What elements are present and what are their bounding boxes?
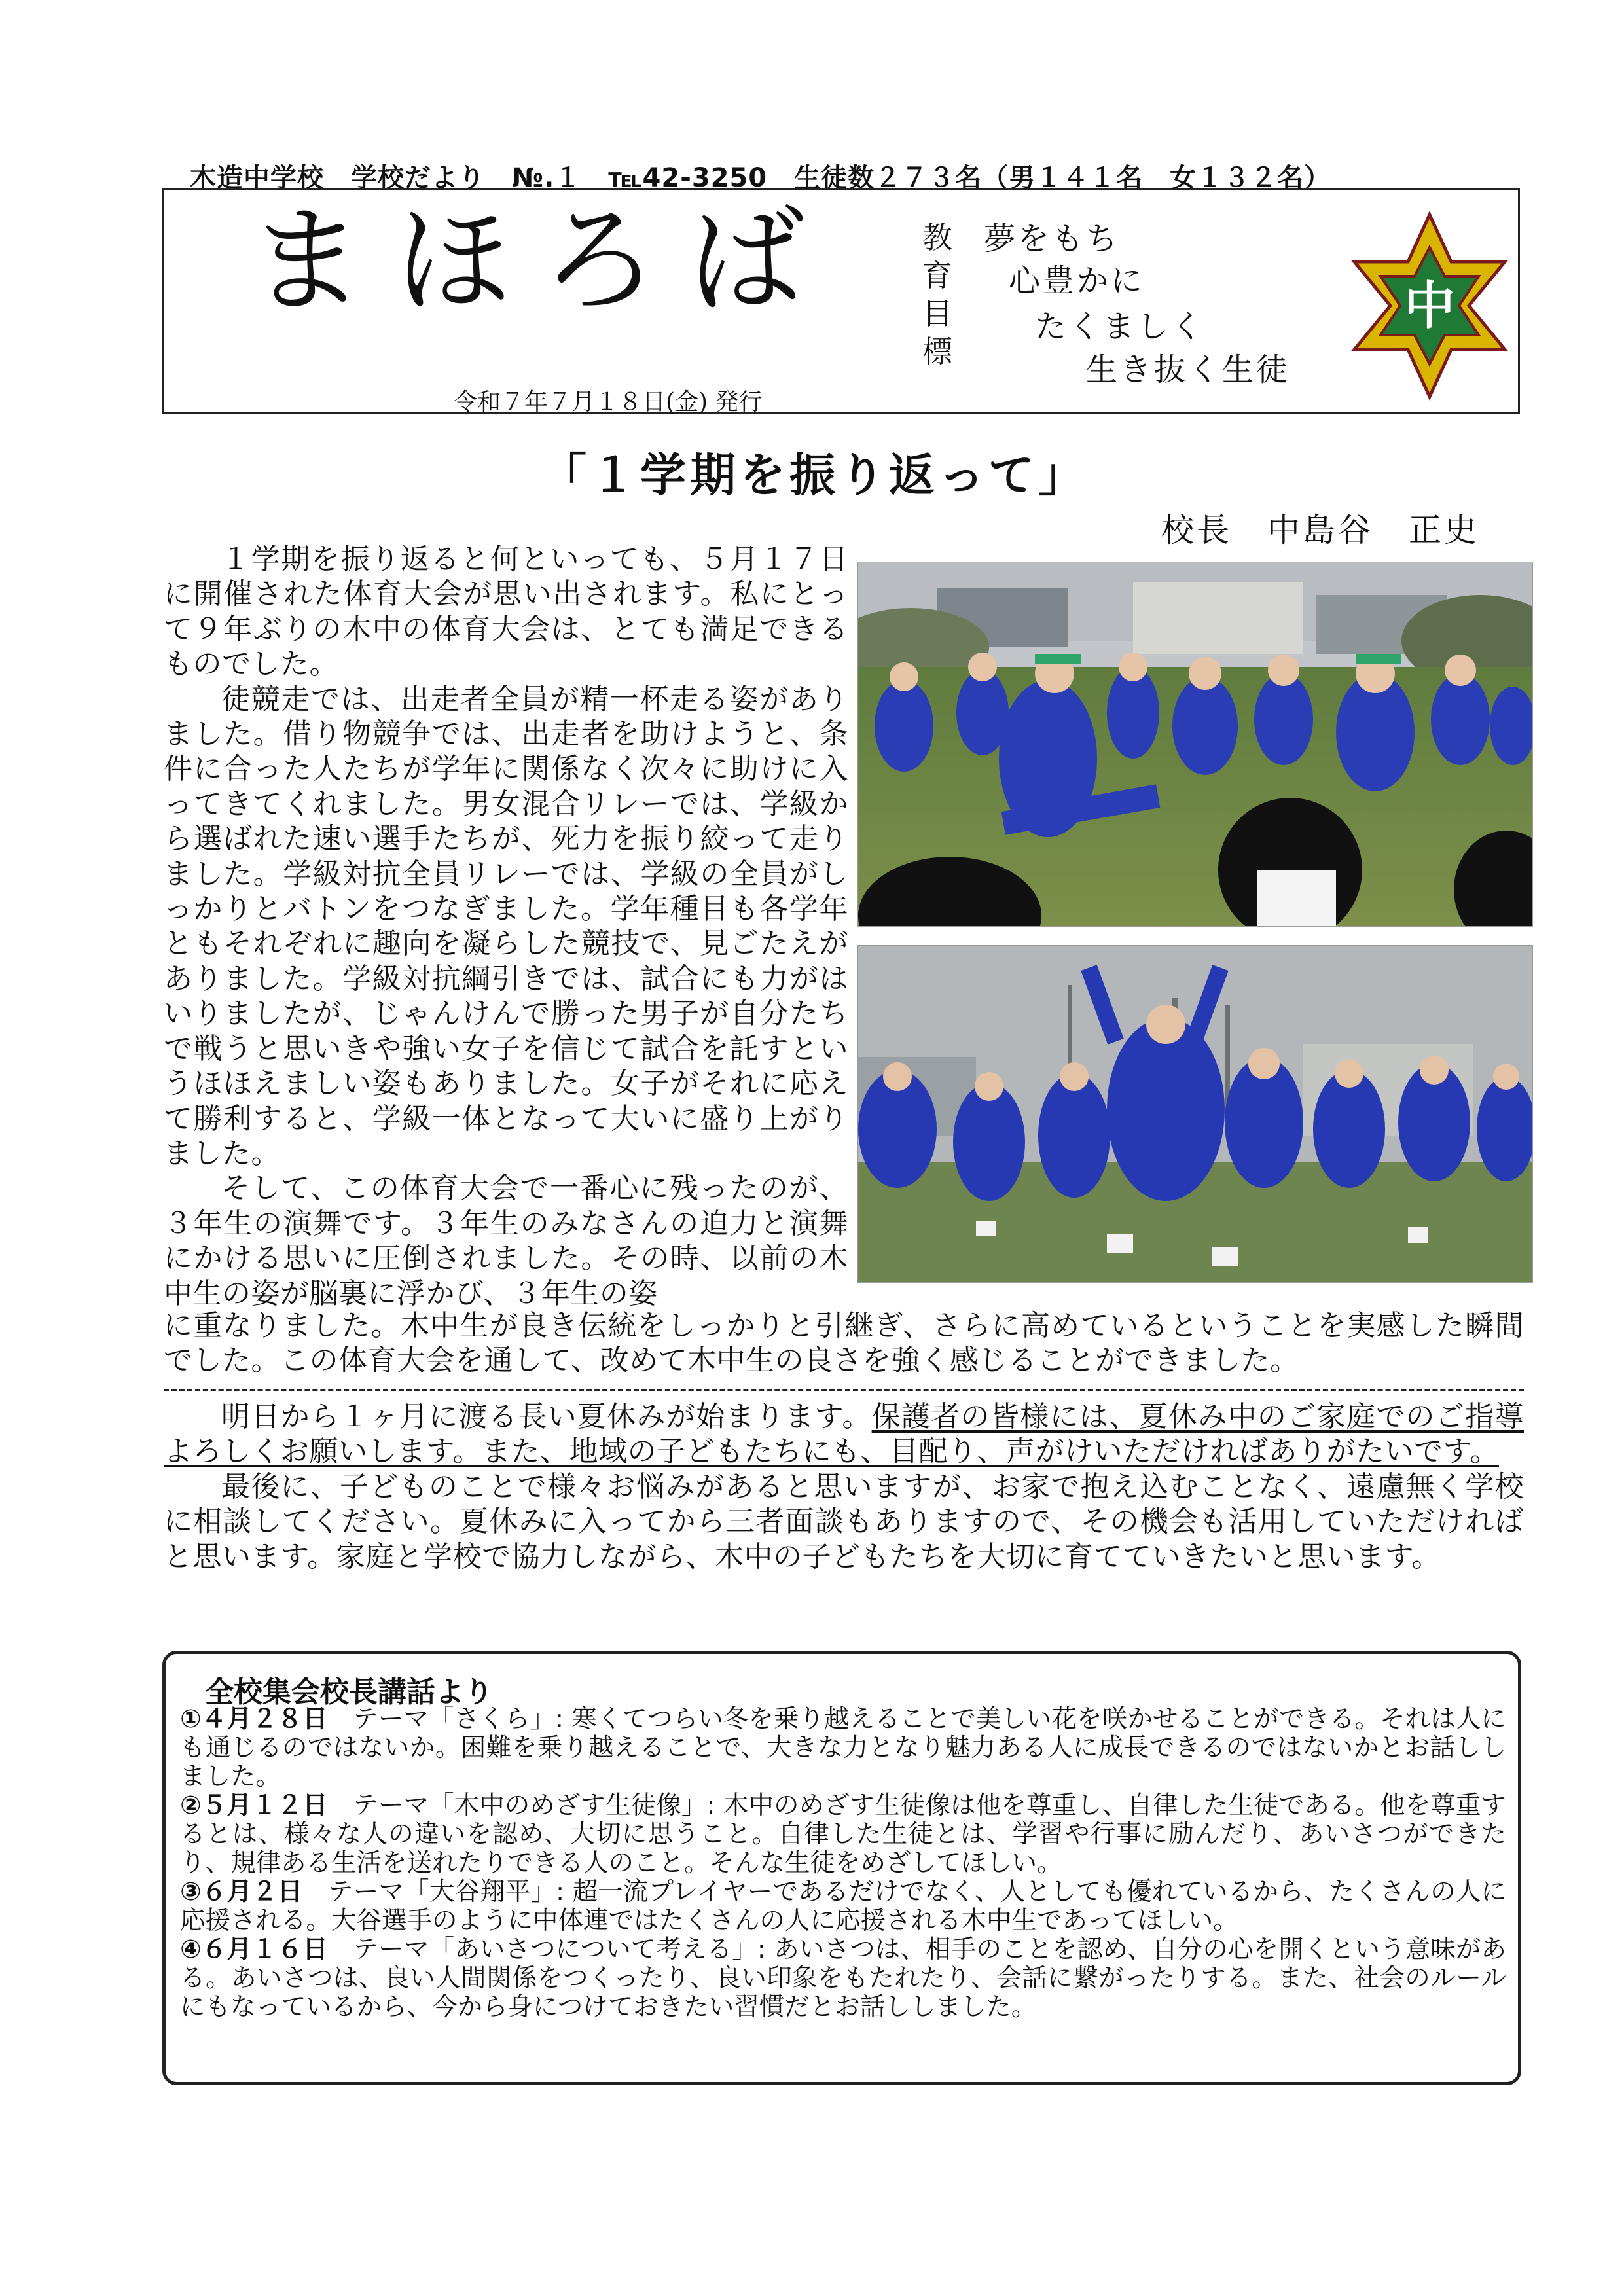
issue-date: 令和７年７月１８日(金) 発行	[454, 389, 763, 416]
speech-item-1	[180, 1705, 1506, 1791]
article-heading: 「１学期を振り返って」	[541, 448, 1088, 502]
speech-item-3	[180, 1878, 1506, 1935]
emblem-character: 中	[1403, 277, 1456, 336]
speech-item-text: テーマ「大谷翔平」: 超一流プレイヤーであるだけでなく、人としても優れているから、たくさんの人に応援される。大谷選手のように中体連ではたくさんの人に応援される木中生であってほしい。	[180, 1877, 1506, 1935]
education-goal-label: 教育目標	[922, 220, 952, 369]
speech-item-text: テーマ「さくら」: 寒くてつらい冬を乗り越えることで美しい花を咲かせることができる。それは人にも通じるのではないか。困難を乗り越えることで、大きな力となり魅力ある人に成長できるのではないかとお話ししました。	[180, 1704, 1506, 1791]
article-paragraph-1: １学期を振り返ると何といっても、５月１７日に開催された体育大会が思い出されます。私にとって９年ぶりの木中の体育大会は、とても満足できるものでした。	[164, 543, 848, 681]
summer-paragraph	[164, 1399, 1524, 1469]
closing-paragraph: 最後に、子どものことで様々お悩みがあると思いますが、お家で抱え込むことなく、遠慮無く学校に相談してください。夏休みに入ってから三者面談もありますので、その機会も活用していただければと思います。家庭と学校で協力しながら、木中の子どもたちを大切に育てていきたいと思います。	[164, 1469, 1524, 1573]
dashed-divider	[164, 1389, 1524, 1391]
summer-request-underlined: 保護者の皆様には、夏休み中のご家庭でのご指導よろしくお願いします。また、地域の子どもたちにも、目配り、声がけいただければありがたいです。	[164, 1400, 1524, 1469]
goal-line-3: たくましく	[1035, 308, 1206, 345]
speech-item-text: テーマ「あいさつについて考える」: あいさつは、相手のことを認め、自分の心を開くという意味がある。あいさつは、良い人間関係をつくったり、良い印象をもたれたり、会話に繋がったりする。また、社会のルールにもなっているから、今から身につけておきたい習慣だとお話ししました。	[180, 1935, 1506, 2022]
article-author: 校長 中島谷 正史	[1161, 511, 1479, 549]
goal-line-4: 生き抜く生徒	[1086, 351, 1291, 388]
speech-item-4	[180, 1935, 1506, 2022]
article-paragraph-3-continued: に重なりました。木中生が良き伝統をしっかりと引継ぎ、さらに高めているということを実感した瞬間でした。この体育大会を通して、改めて木中生の良さを強く感じることができました。	[164, 1309, 1524, 1378]
article-paragraph-3: そして、この体育大会で一番心に残ったのが、３年生の演舞です。３年生のみなさんの迫力と演舞にかける思いに圧倒されました。その時、以前の木中生の姿が脳裏に浮かび、３年生の姿	[164, 1172, 848, 1310]
summer-intro: 明日から１ヶ月に渡る長い夏休みが始まります。	[221, 1400, 872, 1433]
photo-dance-1-image	[858, 562, 1532, 926]
summer-message	[164, 1399, 1524, 1574]
photo-sports-day-1	[857, 562, 1533, 927]
newsletter-title: まほろば	[248, 193, 835, 329]
article-paragraph-2: 徒競走では、出走者全員が精一杯走る姿がありました。借り物競争では、出走者を助けようと、条件に合った人たちが学年に関係なく次々に助けに入ってきてくれました。男女混合リレーでは、学級から選ばれた速い選手たちが、死力を振り絞って走りました。学級対抗全員リレーでは、学級の全員がしっかりとバトンをつなぎました。学年種目も各学年ともそれぞれに趣向を凝らした競技で、見ごたえがありました。学級対抗綱引きでは、試合にも力がはいりましたが、じゃんけんで勝った男子が自分たちで戦うと思いきや強い女子を信じて試合を託すというほほえましい姿もありました。女子がそれに応えて勝利すると、学級一体となって大いに盛り上がりました。	[164, 682, 848, 1170]
photo-sports-day-2	[857, 945, 1533, 1283]
speech-item-text: テーマ「木中のめざす生徒像」: 木中のめざす生徒像は他を尊重し、自律した生徒である。他を尊重するとは、様々な人の違いを認め、大切に思うこと。自律した生徒とは、学習や行事に励んだり、あいさつができたり、規律ある生活を送れたりできる人のこと。そんな生徒をめざしてほしい。	[180, 1791, 1506, 1878]
article-continuation	[164, 1308, 1524, 1378]
speech-item-2	[180, 1791, 1506, 1878]
principal-speech-box	[162, 1651, 1521, 2085]
speech-item-date: ①４月２８日	[180, 1704, 328, 1734]
article-column-text	[164, 542, 848, 1311]
speech-item-date: ②５月１２日	[180, 1791, 328, 1820]
newsletter-info-line: 木造中学校 学校だより №.１ ℡42-3250 生徒数２７３名（男１４１名 女１３２名）	[190, 163, 1331, 193]
speech-item-date: ③６月２日	[180, 1877, 303, 1907]
goal-line-2: 心豊かに	[1009, 262, 1146, 299]
speech-item-date: ④６月１６日	[180, 1935, 328, 1964]
speech-box-title: 全校集会校長講話より	[205, 1676, 493, 1709]
photo-dance-2-image	[858, 946, 1532, 1282]
speech-items	[180, 1705, 1506, 2022]
goal-line-1: 夢をもち	[984, 221, 1121, 257]
school-emblem-icon	[1348, 211, 1511, 401]
masthead	[162, 188, 1520, 414]
